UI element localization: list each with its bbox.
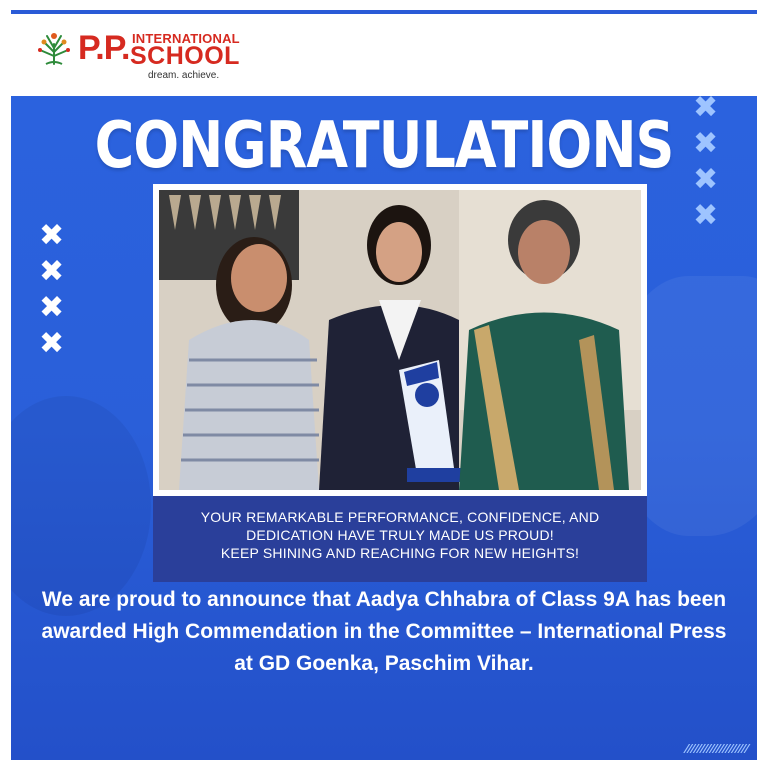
cross-icon: ✖ bbox=[39, 218, 65, 253]
announcement-text: We are proud to announce that Aadya Chhabra of Class 9A has been awarded High Commendation in the Committee – International Press at GD Goenka, Paschim Vihar. bbox=[41, 588, 727, 675]
message-banner bbox=[153, 496, 647, 582]
cross-decoration-left bbox=[39, 218, 64, 362]
logo-initials: P.P. bbox=[78, 29, 130, 67]
cross-icon: ✖ bbox=[693, 126, 719, 161]
award-photo bbox=[159, 190, 641, 490]
cross-icon: ✖ bbox=[39, 326, 65, 361]
cross-icon: ✖ bbox=[39, 254, 65, 289]
award-photo-frame bbox=[153, 184, 647, 496]
award-photo-illustration bbox=[159, 190, 641, 490]
congratulations-panel bbox=[11, 96, 757, 760]
logo-school: SCHOOL bbox=[130, 42, 240, 70]
banner-line: YOUR REMARKABLE PERFORMANCE, CONFIDENCE, AND bbox=[200, 509, 600, 525]
cross-decoration-right bbox=[693, 96, 718, 234]
header bbox=[0, 14, 768, 96]
school-logo bbox=[36, 29, 240, 94]
background-shape bbox=[11, 396, 151, 616]
cross-icon: ✖ bbox=[693, 96, 719, 125]
banner-line: KEEP SHINING AND REACHING FOR NEW HEIGHTS! bbox=[220, 545, 580, 561]
logo-tagline: dream. achieve. bbox=[148, 70, 220, 81]
cross-icon: ✖ bbox=[693, 198, 719, 233]
cross-icon: ✖ bbox=[39, 290, 65, 325]
tree-logo-icon bbox=[36, 30, 72, 74]
banner-line: DEDICATION HAVE TRULY MADE US PROUD! bbox=[246, 527, 554, 543]
page-title: CONGRATULATIONS bbox=[94, 108, 674, 183]
cross-icon: ✖ bbox=[693, 162, 719, 197]
dash-decoration: ⁄⁄⁄⁄⁄⁄⁄⁄⁄⁄⁄⁄⁄⁄⁄⁄⁄⁄⁄⁄ bbox=[685, 741, 749, 756]
logo-international: INTERNATIONAL bbox=[132, 31, 240, 46]
